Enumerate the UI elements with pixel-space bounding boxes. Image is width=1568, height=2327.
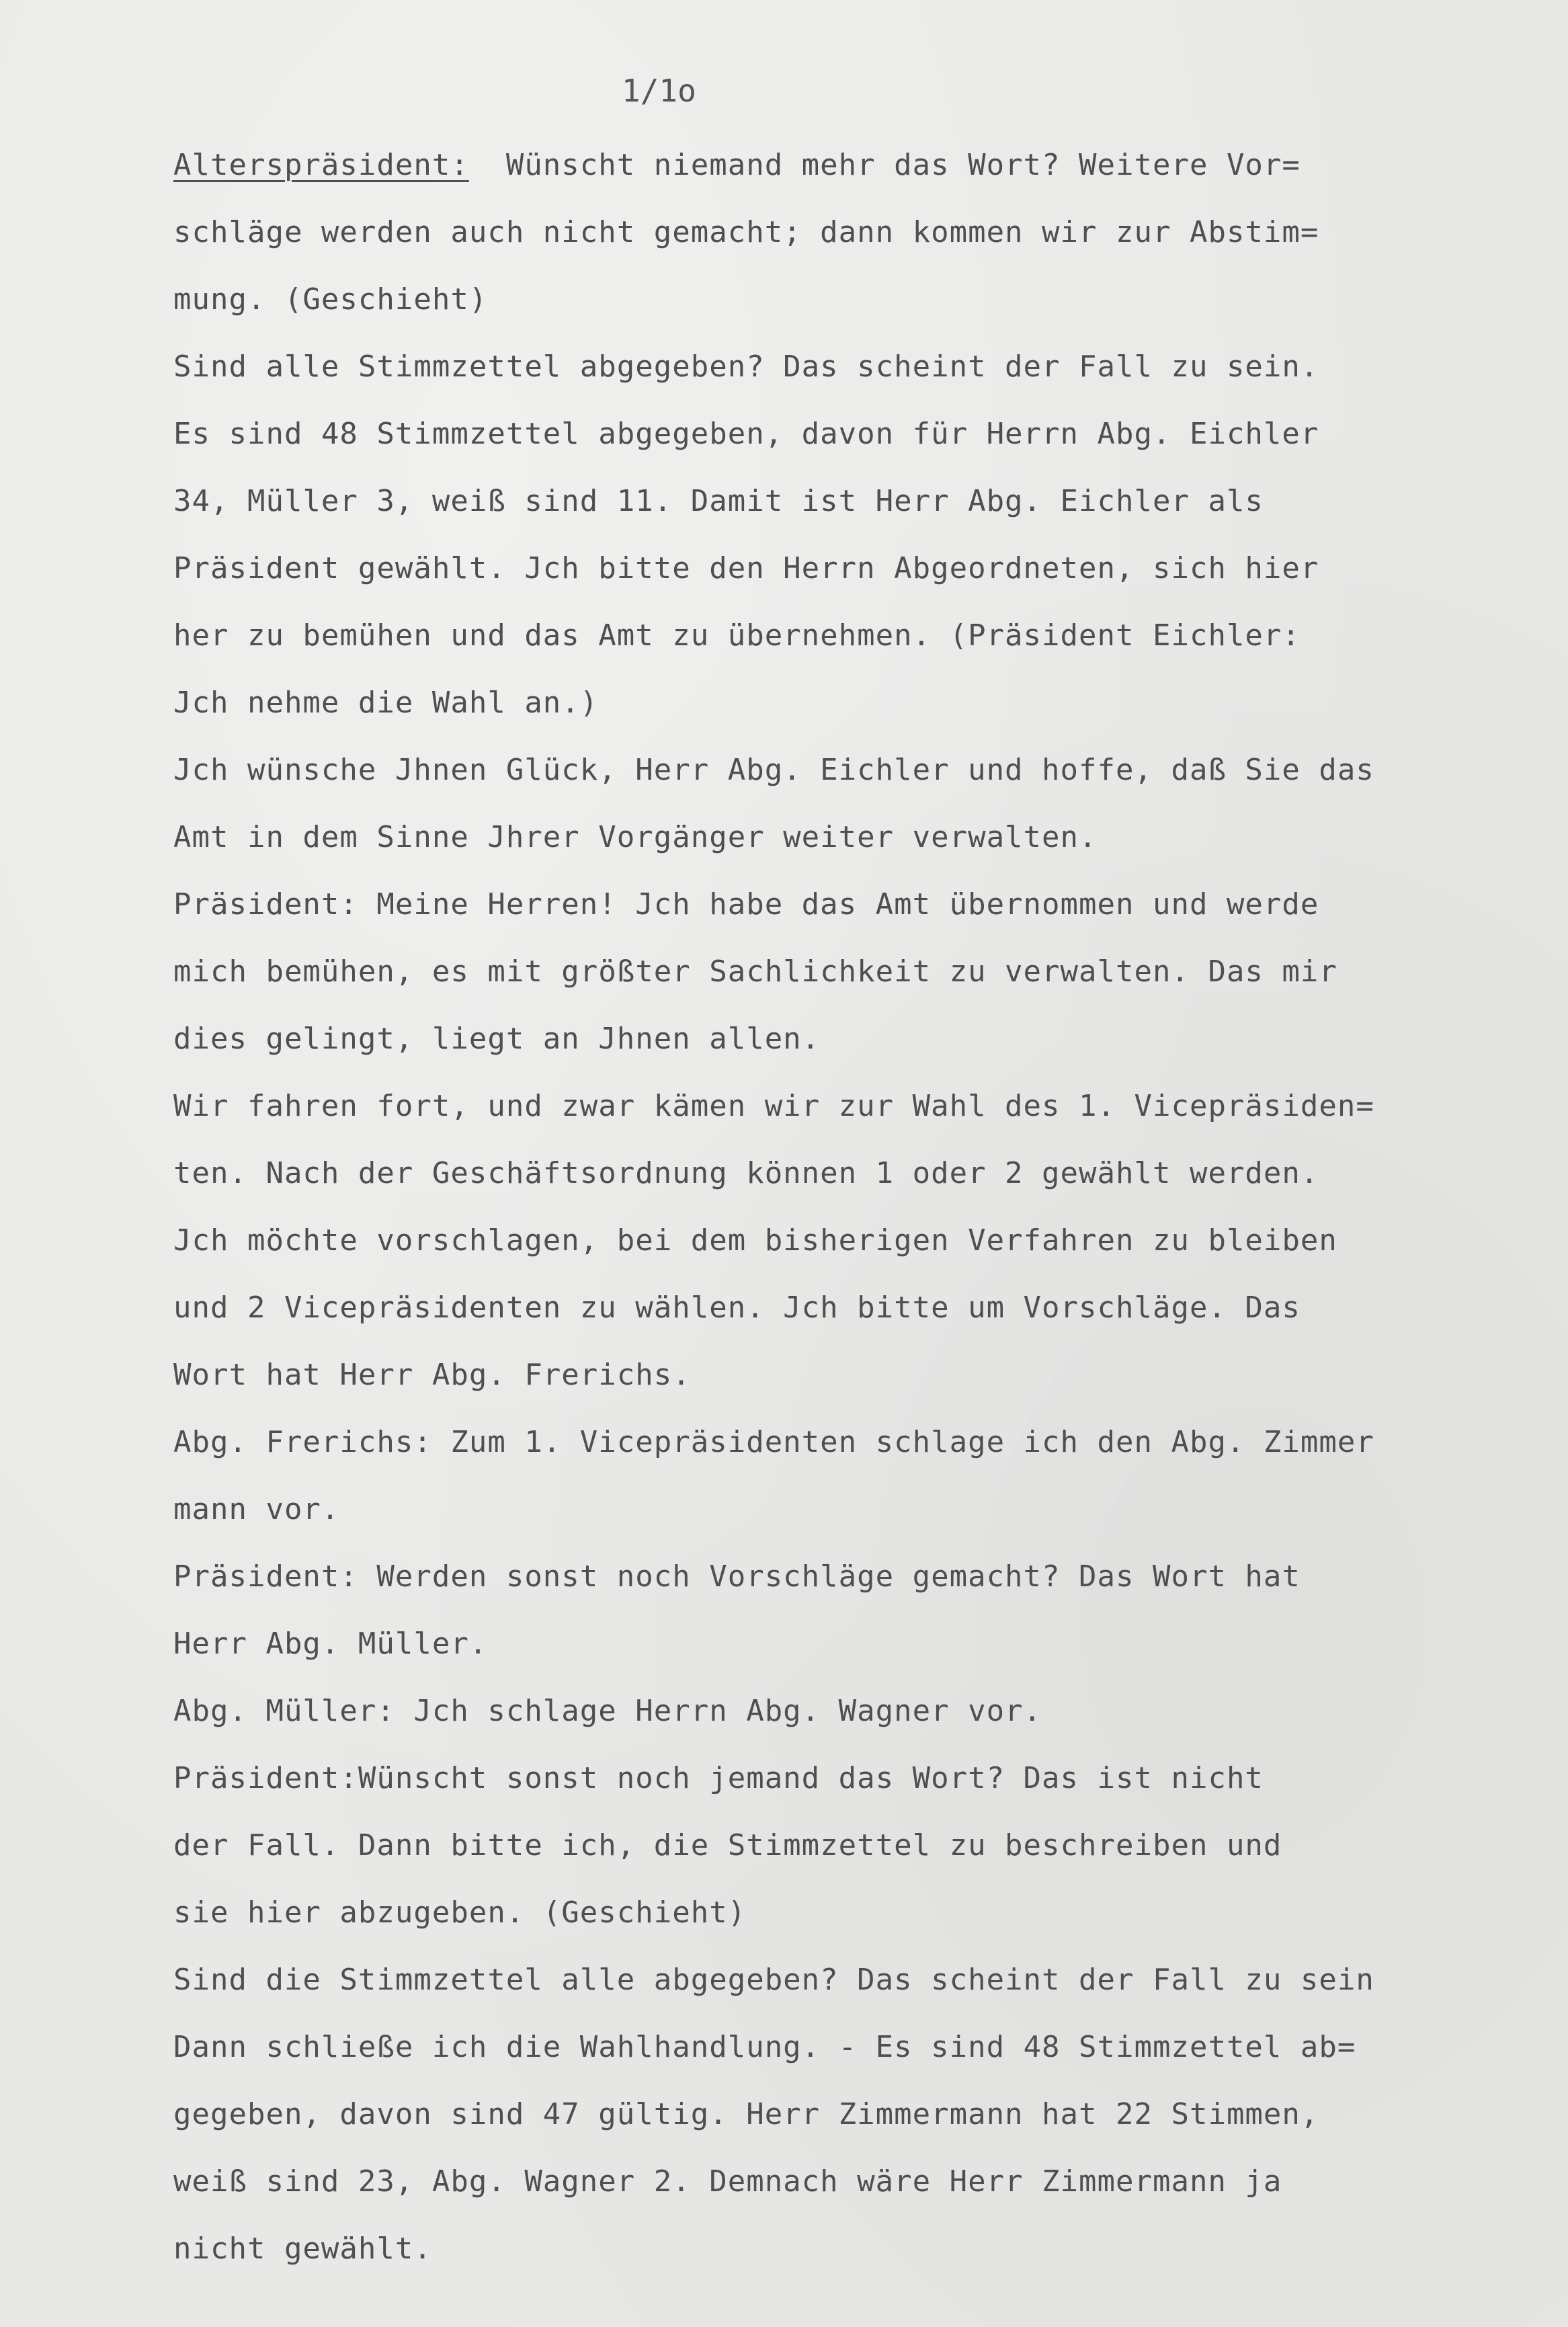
text-line: Präsident:Wünscht sonst noch jemand das Wort? Das ist nicht	[173, 1761, 1264, 1795]
text-line: weiß sind 23, Abg. Wagner 2. Demnach wäre Herr Zimmermann ja	[173, 2164, 1282, 2199]
text-line: Sind die Stimmzettel alle abgegeben? Das scheint der Fall zu sein	[173, 1963, 1374, 1997]
text-line: Jch wünsche Jhnen Glück, Herr Abg. Eichler und hoffe, daß Sie das	[173, 753, 1374, 787]
text-line: Abg. Frerichs: Zum 1. Vicepräsidenten schlage ich den Abg. Zimmer	[173, 1425, 1374, 1459]
text-line-content: Wünscht niemand mehr das Wort? Weitere Vor=	[468, 148, 1301, 182]
text-line: 34, Müller 3, weiß sind 11. Damit ist Herr Abg. Eichler als	[173, 484, 1264, 518]
text-line: Dann schließe ich die Wahlhandlung. - Es sind 48 Stimmzettel ab=	[173, 2030, 1356, 2064]
text-line: dies gelingt, liegt an Jhnen allen.	[173, 1022, 821, 1056]
text-line: Jch möchte vorschlagen, bei dem bisherigen Verfahren zu bleiben	[173, 1223, 1337, 1258]
text-line: Präsident: Meine Herren! Jch habe das Amt übernommen und werde	[173, 887, 1319, 922]
text-line: Wir fahren fort, und zwar kämen wir zur Wahl des 1. Vicepräsiden=	[173, 1089, 1374, 1123]
text-line: Herr Abg. Müller.	[173, 1627, 488, 1661]
text-line: gegeben, davon sind 47 gültig. Herr Zimmermann hat 22 Stimmen,	[173, 2097, 1319, 2131]
text-line: und 2 Vicepräsidenten zu wählen. Jch bitte um Vorschläge. Das	[173, 1291, 1301, 1325]
text-line: Präsident gewählt. Jch bitte den Herrn Abgeordneten, sich hier	[173, 551, 1319, 585]
text-line: ten. Nach der Geschäftsordnung können 1 oder 2 gewählt werden.	[173, 1156, 1319, 1190]
text-line: sie hier abzugeben. (Geschieht)	[173, 1895, 747, 1930]
speaker-label: Alterspräsident:	[173, 148, 469, 182]
text-line: her zu bemühen und das Amt zu übernehmen. (Präsident Eichler:	[173, 618, 1301, 653]
text-line: schläge werden auch nicht gemacht; dann kommen wir zur Abstim=	[173, 215, 1319, 249]
text-line: mich bemühen, es mit größter Sachlichkeit zu verwalten. Das mir	[173, 954, 1337, 989]
text-line: Es sind 48 Stimmzettel abgegeben, davon für Herrn Abg. Eichler	[173, 417, 1319, 451]
transcript-text	[173, 132, 1558, 2283]
text-line: Wort hat Herr Abg. Frerichs.	[173, 1358, 691, 1392]
text-line: Jch nehme die Wahl an.)	[173, 686, 599, 720]
text-line: nicht gewählt.	[173, 2232, 432, 2266]
text-line: Sind alle Stimmzettel abgegeben? Das scheint der Fall zu sein.	[173, 350, 1319, 384]
text-line: Abg. Müller: Jch schlage Herrn Abg. Wagner vor.	[173, 1694, 1042, 1728]
page-number: 1/1o	[622, 73, 696, 109]
text-line: Amt in dem Sinne Jhrer Vorgänger weiter verwalten.	[173, 820, 1098, 854]
text-line: mann vor.	[173, 1492, 340, 1526]
text-line: Präsident: Werden sonst noch Vorschläge gemacht? Das Wort hat	[173, 1559, 1301, 1594]
text-line: mung. (Geschieht)	[173, 282, 488, 317]
text-line: der Fall. Dann bitte ich, die Stimmzettel zu beschreiben und	[173, 1828, 1282, 1863]
text-line	[173, 132, 1558, 199]
